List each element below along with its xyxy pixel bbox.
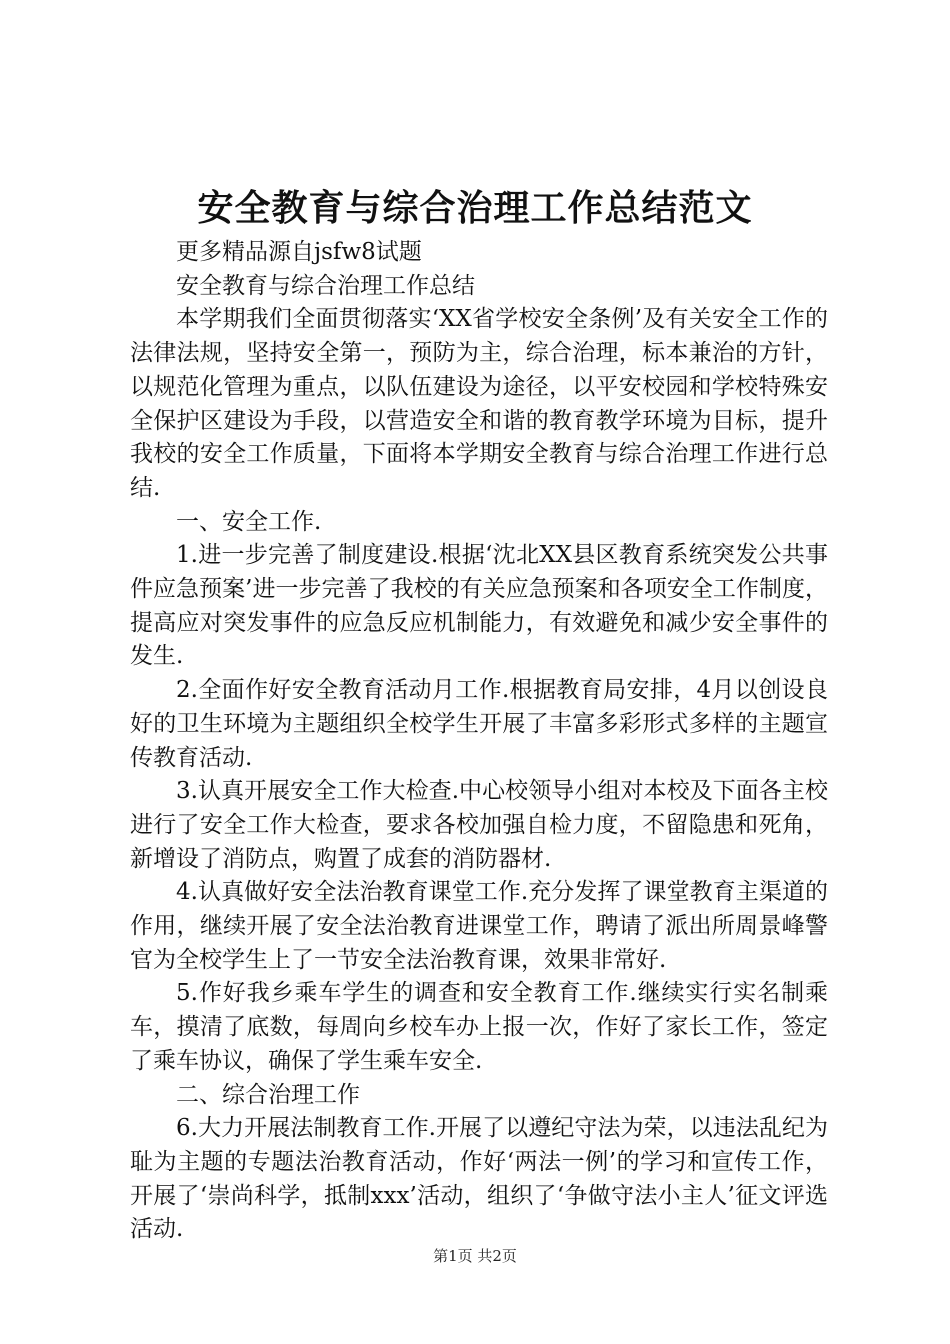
- document-body: [130, 236, 828, 1247]
- paragraph-item-2: 2.全面作好安全教育活动月工作.根据教育局安排，4月以创设良好的卫生环境为主题组织全校学生开展了丰富多彩形式多样的主题宣传教育活动.: [130, 677, 828, 771]
- paragraph-intro: 本学期我们全面贯彻落实‘XX省学校安全条例’及有关安全工作的法律法规，坚持安全第一，预防为主，综合治理，标本兼治的方针，以规范化管理为重点，以队伍建设为途径，以平安校园和学校特殊安全保护区建设为手段，以营造安全和谐的教育教学环境为目标，提升我校的安全工作质量，下面将本学期安全教育与综合治理工作进行总结.: [130, 306, 828, 501]
- paragraph-item-4: 4.认真做好安全法治教育课堂工作.充分发挥了课堂教育主渠道的作用，继续开展了安全法治教育进课堂工作，聘请了派出所周景峰警官为全校学生上了一节安全法治教育课，效果非常好.: [130, 879, 828, 973]
- page-footer: 第1页 共2页: [433, 1247, 517, 1265]
- section-heading-governance: 二、综合治理工作: [176, 1081, 360, 1108]
- paragraph-source: 更多精品源自jsfw8试题: [176, 239, 422, 265]
- paragraph-subtitle: 安全教育与综合治理工作总结: [176, 272, 475, 299]
- section-heading-safety: 一、安全工作.: [176, 508, 322, 535]
- paragraph-item-6: 6.大力开展法制教育工作.开展了以遵纪守法为荣，以违法乱纪为耻为主题的专题法治教育活动，作好‘两法一例’的学习和宣传工作，开展了‘崇尚科学，抵制xxx’活动，组织了‘争做守法小主人’征文评选活动.: [130, 1115, 828, 1243]
- document-title: 安全教育与综合治理工作总结范文: [197, 187, 753, 229]
- paragraph-item-3: 3.认真开展安全工作大检查.中心校领导小组对本校及下面各主校进行了安全工作大检查，要求各校加强自检力度，不留隐患和死角，新增设了消防点，购置了成套的消防器材.: [130, 778, 828, 872]
- paragraph-item-5: 5.作好我乡乘车学生的调查和安全教育工作.继续实行实名制乘车，摸清了底数，每周向乡校车办上报一次，作好了家长工作，签定了乘车协议，确保了学生乘车安全.: [130, 980, 828, 1074]
- paragraph-item-1: 1.进一步完善了制度建设.根据‘沈北XX县区教育系统突发公共事件应急预案’进一步完善了我校的有关应急预案和各项安全工作制度，提高应对突发事件的应急反应机制能力，有效避免和减少安全事件的发生.: [130, 542, 828, 670]
